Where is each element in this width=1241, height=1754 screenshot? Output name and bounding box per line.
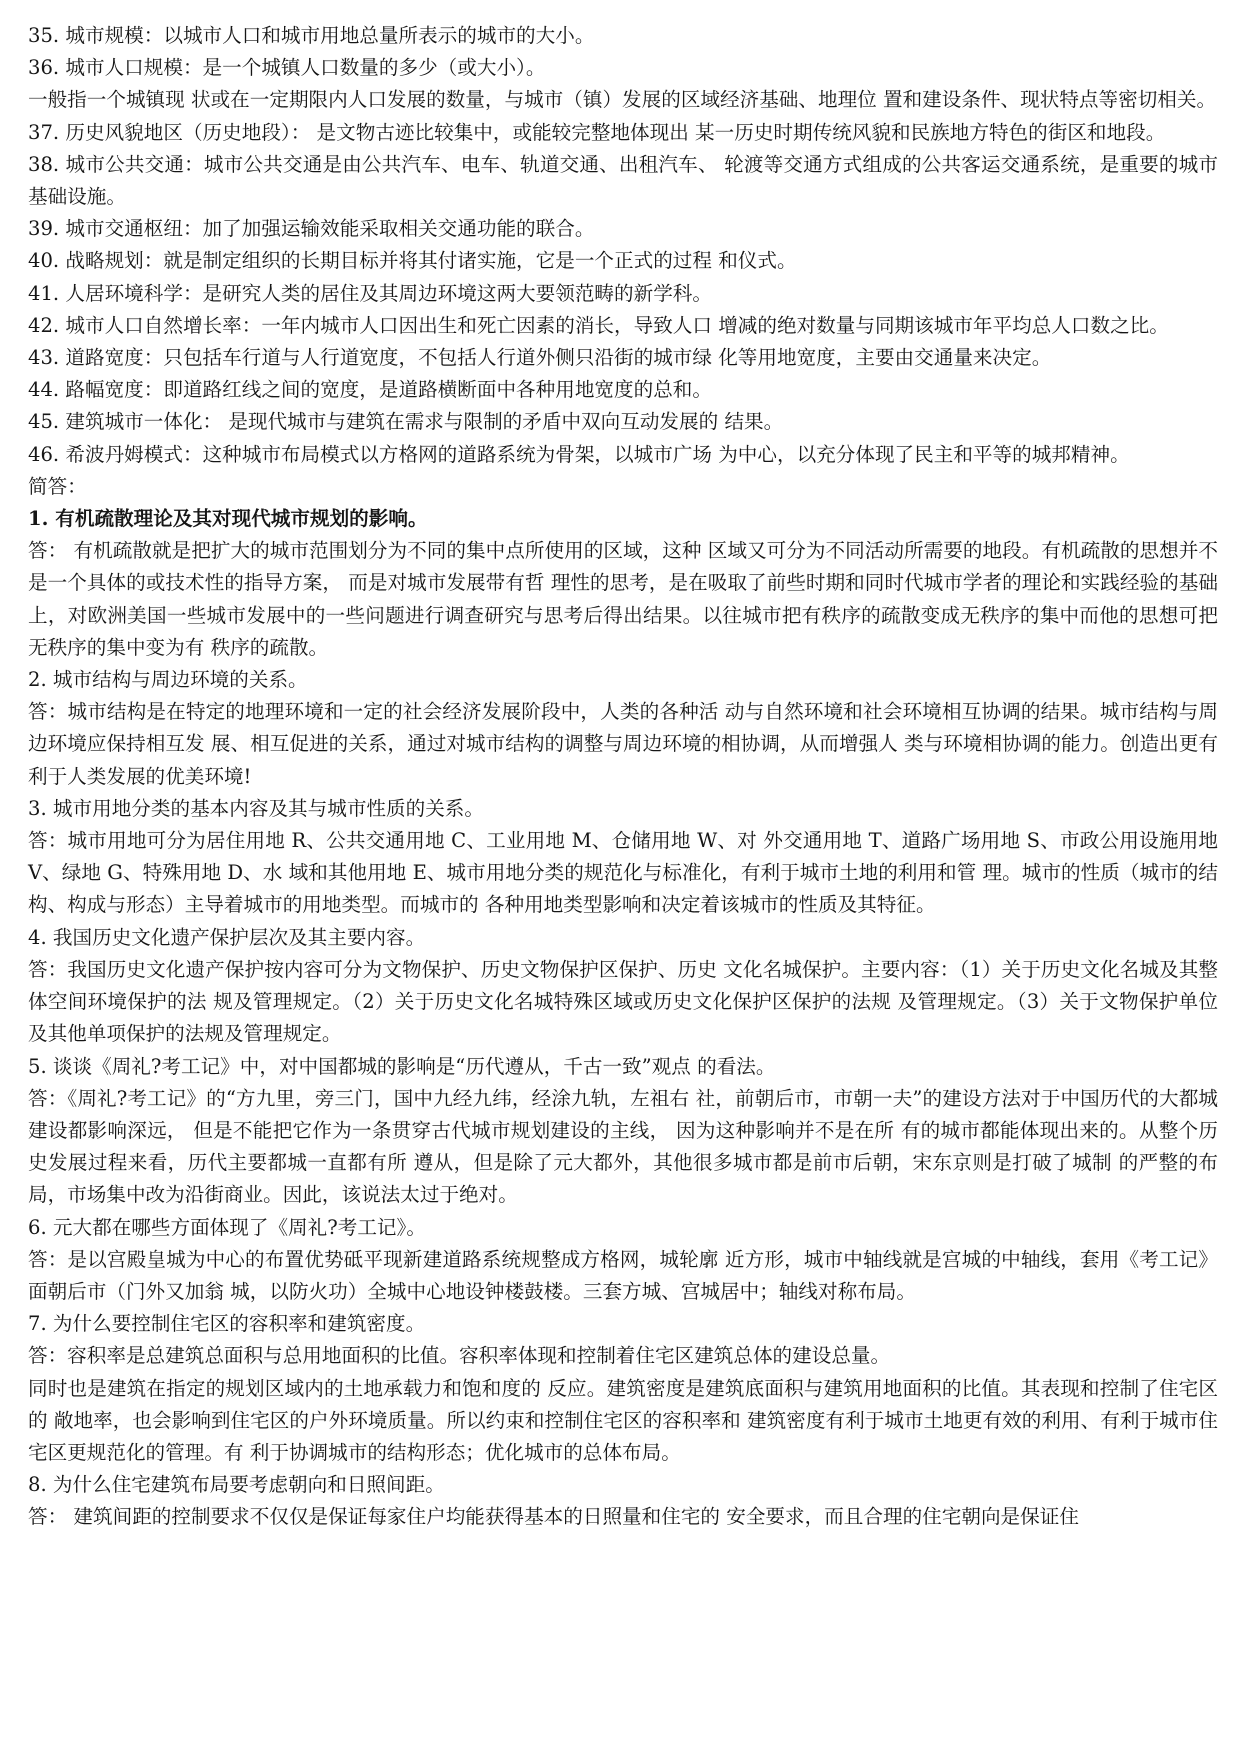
definition-43: 43. 道路宽度：只包括车行道与人行道宽度，不包括人行道外侧只沿街的城市绿 化等用地宽度，主要由交通量来决定。 — [28, 346, 1052, 370]
answer-1: 答： 有机疏散就是把扩大的城市范围划分为不同的集中点所使用的区域，这种 区域又可分为不同活动所需要的地段。有机疏散的思想并不是一个具体的或技术性的指导方案， 而是对城市发展带有哲 理性的思考，是在吸取了前些时期和同时代城市学者的理论和实践经验的基础 上，对欧洲美国一些城市发展中的一些问题进行调查研究与思考后得出结果。以往城市把有秩序的疏散变成无秩序的集中而他的思想可把无秩序的集中变为有 秩序的疏散。 — [28, 539, 1218, 659]
definition-46: 46. 希波丹姆模式：这种城市布局模式以方格网的道路系统为骨架，以城市广场 为中心，以充分体现了民主和平等的城邦精神。 — [28, 442, 1130, 466]
definition-36: 36. 城市人口规模：是一个城镇人口数量的多少（或大小）。 — [28, 56, 546, 80]
document-page — [28, 20, 1218, 1534]
definition-35: 35. 城市规模：以城市人口和城市用地总量所表示的城市的大小。 — [28, 24, 595, 47]
answer-7-continued: 同时也是建筑在指定的规划区域内的土地承载力和饱和度的 反应。建筑密度是建筑底面积与建筑用地面积的比值。其表现和控制了住宅区的 敞地率，也会影响到住宅区的户外环境质量。所以约束和控制住宅区的容积率和 建筑密度有利于城市土地更有效的利用、有利于城市住宅区更规范化的管理。有 利于协调城市的结构形态；优化城市的总体布局。 — [28, 1376, 1218, 1464]
definition-45: 45. 建筑城市一体化： 是现代城市与建筑在需求与限制的矛盾中双向互动发展的 结果。 — [28, 410, 784, 434]
definition-37: 37. 历史风貌地区（历史地段）： 是文物古迹比较集中，或能较完整地体现出 某一历史时期传统风貌和民族地方特色的街区和地段。 — [28, 120, 1166, 144]
question-3: 3. 城市用地分类的基本内容及其与城市性质的关系。 — [28, 796, 484, 820]
definition-42: 42. 城市人口自然增长率：一年内城市人口因出生和死亡因素的消长，导致人口 增减的绝对数量与同期该城市年平均总人口数之比。 — [28, 313, 1169, 337]
definition-41: 41. 人居环境科学：是研究人类的居住及其周边环境这两大要领范畴的新学科。 — [28, 281, 712, 305]
answer-7: 答：容积率是总建筑总面积与总用地面积的比值。容积率体现和控制着住宅区建筑总体的建设总量。 — [28, 1344, 891, 1368]
definition-39: 39. 城市交通枢纽：加了加强运输效能采取相关交通功能的联合。 — [28, 217, 595, 241]
definition-44: 44. 路幅宽度：即道路红线之间的宽度，是道路横断面中各种用地宽度的总和。 — [28, 378, 712, 402]
answer-2: 答：城市结构是在特定的地理环境和一定的社会经济发展阶段中，人类的各种活 动与自然环境和社会环境相互协调的结果。城市结构与周边环境应保持相互发 展、相互促进的关系，通过对城市结构的调整与周边环境的相协调，从而增强人 类与环境相协调的能力。创造出更有利于人类发展的优美环境! — [28, 700, 1218, 788]
definition-36-detail: 一般指一个城镇现 状或在一定期限内人口发展的数量，与城市（镇）发展的区域经济基础、地理位 置和建设条件、现状特点等密切相关。 — [28, 88, 1217, 112]
question-6: 6. 元大都在哪些方面体现了《周礼?考工记》。 — [28, 1215, 426, 1239]
question-4: 4. 我国历史文化遗产保护层次及其主要内容。 — [28, 925, 426, 949]
answer-3: 答：城市用地可分为居住用地 R、公共交通用地 C、工业用地 M、仓储用地 W、对 外交通用地 T、道路广场用地 S、市政公用设施用地 V、绿地 G、特殊用地 D、水 域和其他用地 E、城市用地分类的规范化与标准化，有利于城市土地的利用和管 理。城市的性质（城市的结构、构成与形态）主导着城市的用地类型。而城市的 各种用地类型影响和决定着该城市的性质及其特征。 — [28, 829, 1218, 917]
answer-5: 答：《周礼?考工记》的“方九里，旁三门，国中九经九纬，经涂九轨，左祖右 社，前朝后市，市朝一夫”的建设方法对于中国历代的大都城建设都影响深远， 但是不能把它作为一条贯穿古代城市规划建设的主线， 因为这种影响并不是在所 有的城市都能体现出来的。从整个历史发展过程来看，历代主要都城一直都有所 遵从，但是除了元大都外，其他很多城市都是前市后朝，宋东京则是打破了城制 的严整的布局，市场集中改为沿街商业。因此，该说法太过于绝对。 — [28, 1086, 1218, 1207]
question-5: 5. 谈谈《周礼?考工记》中，对中国都城的影响是“历代遵从，千古一致”观点 的看法。 — [28, 1054, 776, 1078]
question-2: 2. 城市结构与周边环境的关系。 — [28, 668, 308, 692]
definition-38: 38. 城市公共交通：城市公共交通是由公共汽车、电车、轨道交通、出租汽车、 轮渡等交通方式组成的公共客运交通系统，是重要的城市基础设施。 — [28, 152, 1218, 209]
definition-40: 40. 战略规划：就是制定组织的长期目标并将其付诸实施，它是一个正式的过程 和仪式。 — [28, 249, 797, 273]
question-8: 8. 为什么住宅建筑布局要考虑朝向和日照间距。 — [28, 1473, 445, 1497]
question-1: 1. 有机疏散理论及其对现代城市规划的影响。 — [28, 507, 428, 531]
question-7: 7. 为什么要控制住宅区的容积率和建筑密度。 — [28, 1312, 426, 1336]
answer-6: 答：是以宫殿皇城为中心的布置优势砥平现新建道路系统规整成方格网，城轮廓 近方形，城市中轴线就是宫城的中轴线，套用《考工记》面朝后市（门外又加翁 城，以防火功）全城中心地设钟楼鼓楼。三套方城、宫城居中；轴线对称布局。 — [28, 1247, 1218, 1303]
answer-8: 答： 建筑间距的控制要求不仅仅是保证每家住户均能获得基本的日照量和住宅的 安全要求，而且合理的住宅朝向是保证住 — [28, 1505, 1079, 1529]
section-heading-short-answer: 简答： — [28, 474, 87, 498]
answer-4: 答：我国历史文化遗产保护按内容可分为文物保护、历史文物保护区保护、历史 文化名城保护。主要内容：（1）关于历史文化名城及其整体空间环境保护的法 规及管理规定。（2）关于历史文化名城特殊区域或历史文化保护区保护的法规 及管理规定。（3）关于文物保护单位及其他单项保护的法规及管理规定。 — [28, 957, 1218, 1046]
